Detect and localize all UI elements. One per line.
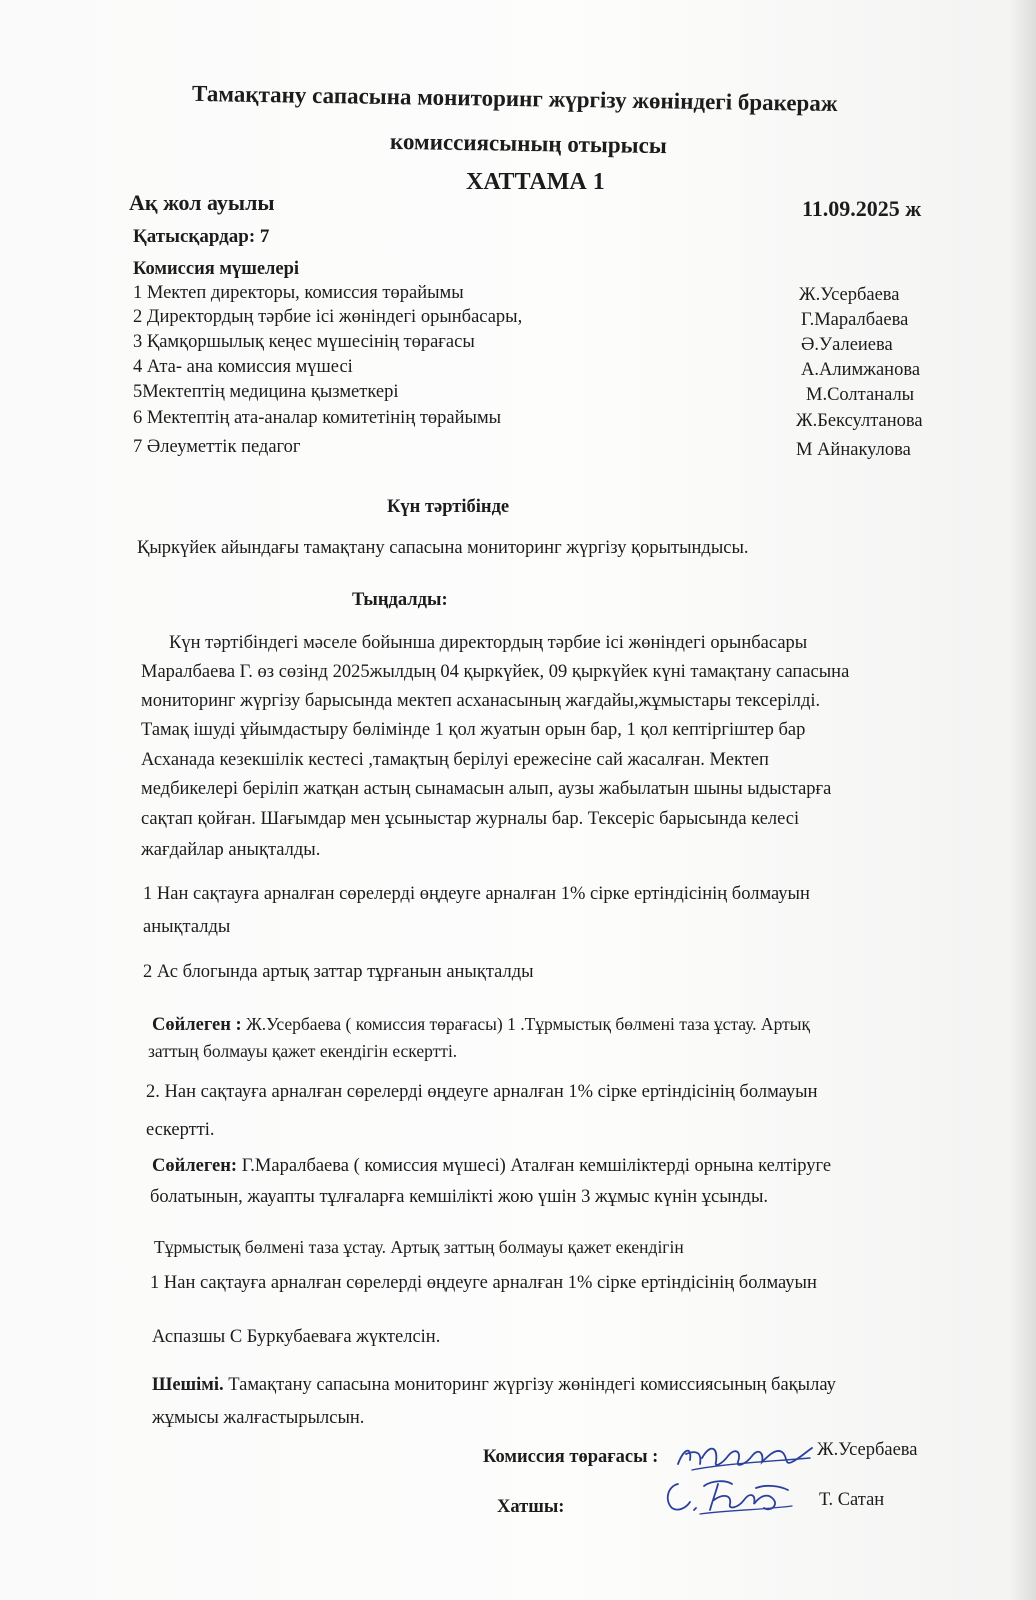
paper-edge-shadow xyxy=(1010,0,1036,1600)
heard-line-6: медбикелері беріліп жатқан астың сынамасын алып, аузы жабылатын шыны ыдыстарға xyxy=(141,779,832,799)
decision-text: Тамақтану сапасына мониторинг жүргізу жөніндегі комиссиясының бақылау xyxy=(223,1375,836,1395)
decision-line-1 xyxy=(152,1375,836,1396)
speech-1-label: Сөйлеген : xyxy=(152,1015,242,1035)
secretary-label: Хатшы: xyxy=(497,1497,565,1517)
participants-count: Қатысқардар: 7 xyxy=(133,226,270,247)
member-role-5: 5Мектептің медицина қызметкері xyxy=(133,382,399,402)
heard-line-5: Асханада кезекшілік кестесі ,тамақтың берілуі ережесіне сай жасалған. Мектеп xyxy=(141,750,769,770)
speech-1-line-1 xyxy=(152,1014,810,1036)
assignment-3: Аспазшы С Буркубаеваға жүктелсін. xyxy=(152,1327,441,1347)
title-line-2: комиссиясының отырысы xyxy=(389,128,667,159)
heard-line-1: Күн тәртібіндегі мәселе бойынша директордың тәрбие ісі жөніндегі орынбасары xyxy=(169,633,808,653)
member-name-2: Г.Маралбаева xyxy=(801,310,909,330)
speech-1-point-2-line-2: ескертті. xyxy=(146,1120,215,1140)
members-heading: Комиссия мүшелері xyxy=(133,259,300,279)
place-label: Ақ жол ауылы xyxy=(129,190,275,215)
decision-line-2: жұмысы жалғастырылсын. xyxy=(152,1408,365,1428)
member-name-4: А.Алимжанова xyxy=(801,360,921,380)
document-date: 11.09.2025 ж xyxy=(802,196,922,221)
member-name-1: Ж.Усербаева xyxy=(799,285,900,305)
heard-line-2: Маралбаева Г. өз сөзінд 2025жылдың 04 қыркүйек, 09 қыркүйек күні тамақтану сапасына xyxy=(141,662,850,682)
heard-line-3: мониторинг жүргізу барысында мектеп асханасының жағдайы,жұмыстары тексерілді. xyxy=(141,691,821,711)
chair-name: Ж.Усербаева xyxy=(817,1440,918,1460)
speech-2-line-2: болатынын, жауапты тұлғаларға кемшілікті жою үшін 3 жұмыс күнін ұсынды. xyxy=(150,1187,769,1207)
title-line-1: Тамақтану сапасына мониторинг жүргізу жөніндегі бракераж xyxy=(191,80,838,117)
member-name-3: Ә.Уалеиева xyxy=(801,335,893,355)
member-name-6: Ж.Бексултанова xyxy=(796,411,923,431)
member-name-7: М Айнакулова xyxy=(796,440,911,460)
speech-1-line-2: заттың болмауы қажет екендігін ескертті. xyxy=(148,1041,458,1061)
secretary-signature xyxy=(660,1470,805,1518)
decision-label: Шешімі. xyxy=(152,1375,224,1395)
finding-2: 2 Ас блогында артық заттар тұрғанын анықталды xyxy=(143,962,534,982)
finding-1-line-1: 1 Нан сақтауға арналған сөрелерді өңдеуге арналған 1% сірке ертіндісінің болмауын xyxy=(143,884,810,904)
speech-1-point-2-line-1: 2. Нан сақтауға арналған сөрелерді өңдеуге арналған 1% сірке ертіндісінің болмауын xyxy=(146,1082,818,1102)
member-role-2: 2 Директордың тәрбие ісі жөніндегі орынбасары, xyxy=(133,307,523,327)
agenda-heading: Күн тәртібінде xyxy=(387,497,510,517)
member-name-5: М.Солтаналы xyxy=(806,385,915,405)
heard-line-8: жағдайлар анықталды. xyxy=(141,840,321,860)
agenda-text: Қыркүйек айындағы тамақтану сапасына мониторинг жүргізу қорытындысы. xyxy=(137,538,749,558)
chair-label: Комиссия төрағасы : xyxy=(483,1447,659,1467)
heard-line-7: сақтап қойған. Шағымдар мен ұсыныстар журналы бар. Тексеріс барысында келесі xyxy=(141,809,800,829)
assignment-2: 1 Нан сақтауға арналған сөрелерді өңдеуге арналған 1% сірке ертіндісінің болмауын xyxy=(150,1273,817,1293)
member-role-1: 1 Мектеп директоры, комиссия төрайымы xyxy=(133,283,464,303)
assignment-1: Тұрмыстық бөлмені таза ұстау. Артық заттың болмауы қажет екендігін xyxy=(154,1237,684,1257)
heard-line-4: Тамақ ішуді ұйымдастыру бөлімінде 1 қол жуатын орын бар, 1 қол кептіргіштер бар xyxy=(141,720,806,740)
member-role-3: 3 Қамқоршылық кеңес мүшесінің төрағасы xyxy=(133,332,475,352)
member-role-4: 4 Ата- ана комиссия мүшесі xyxy=(133,357,353,377)
heard-heading: Тыңдалды: xyxy=(352,590,448,610)
protocol-title: ХАТТАМА 1 xyxy=(466,169,605,195)
speech-2-text: Г.Маралбаева ( комиссия мүшесі) Аталған кемшіліктерді орнына келтіруге xyxy=(237,1156,832,1176)
speech-2-label: Сөйлеген: xyxy=(152,1156,238,1176)
member-role-6: 6 Мектептің ата-аналар комитетінің төрайымы xyxy=(133,408,502,428)
speech-1-text: Ж.Усербаева ( комиссия төрағасы) 1 .Тұрмыстық бөлмені таза ұстау. Артық xyxy=(241,1014,810,1034)
finding-1-line-2: анықталды xyxy=(143,917,231,937)
member-role-7: 7 Әлеуметтік педагог xyxy=(133,437,301,457)
secretary-name: Т. Сатан xyxy=(819,1490,885,1510)
speech-2-line-1 xyxy=(152,1156,831,1177)
